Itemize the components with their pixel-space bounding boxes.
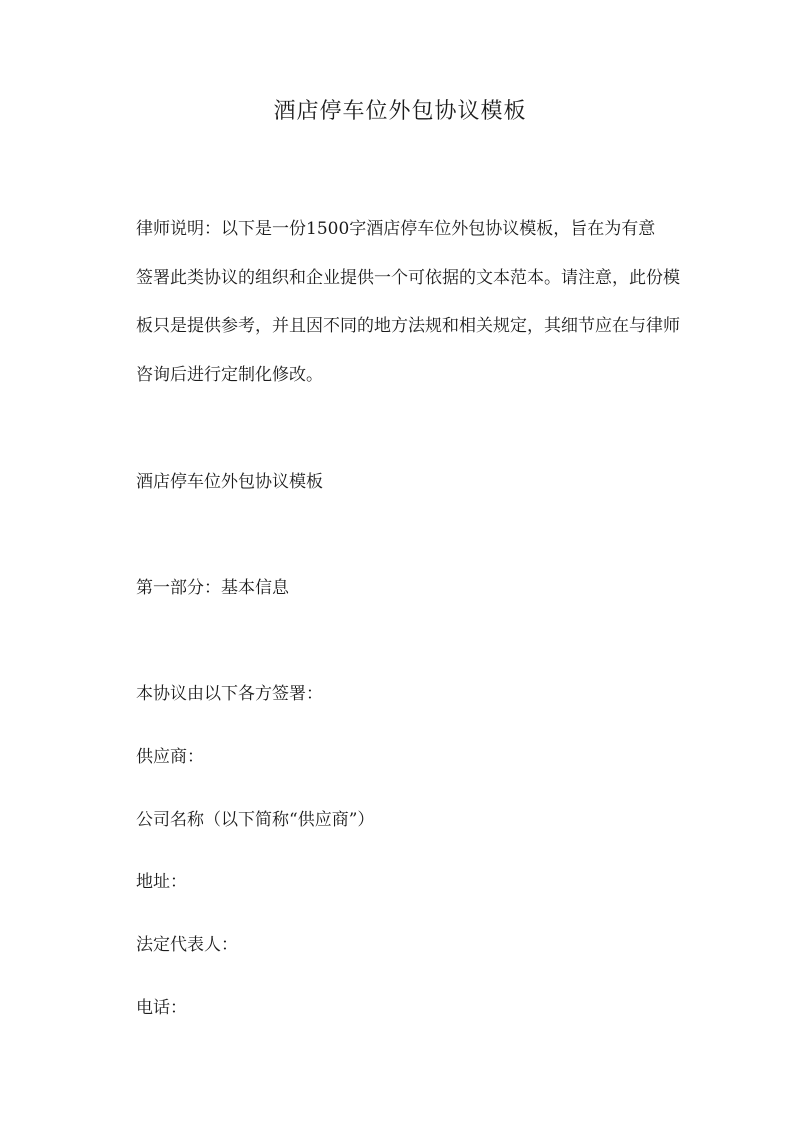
section-heading: 第一部分：基本信息 [136, 578, 289, 598]
lawyer-note-line: 签署此类协议的组织和企业提供一个可依据的文本范本。请注意，此份模 [136, 267, 680, 288]
signing-intro: 本协议由以下各方签署： [136, 684, 323, 704]
lawyer-note-line: 咨询后进行定制化修改。 [136, 364, 323, 385]
lawyer-note-line: 律师说明：以下是一份1500字酒店停车位外包协议模板，旨在为有意 [136, 219, 656, 239]
address-label: 地址： [136, 872, 187, 892]
document-title: 酒店停车位外包协议模板 [273, 99, 527, 124]
lawyer-note [136, 205, 711, 399]
phone-label: 电话： [136, 998, 187, 1018]
company-name-label: 公司名称（以下简称“供应商”） [136, 810, 375, 830]
legal-representative-label: 法定代表人： [136, 935, 238, 955]
supplier-label: 供应商： [136, 747, 204, 767]
lawyer-note-line: 板只是提供参考，并且因不同的地方法规和相关规定，其细节应在与律师 [136, 316, 680, 336]
template-subtitle: 酒店停车位外包协议模板 [136, 472, 323, 492]
